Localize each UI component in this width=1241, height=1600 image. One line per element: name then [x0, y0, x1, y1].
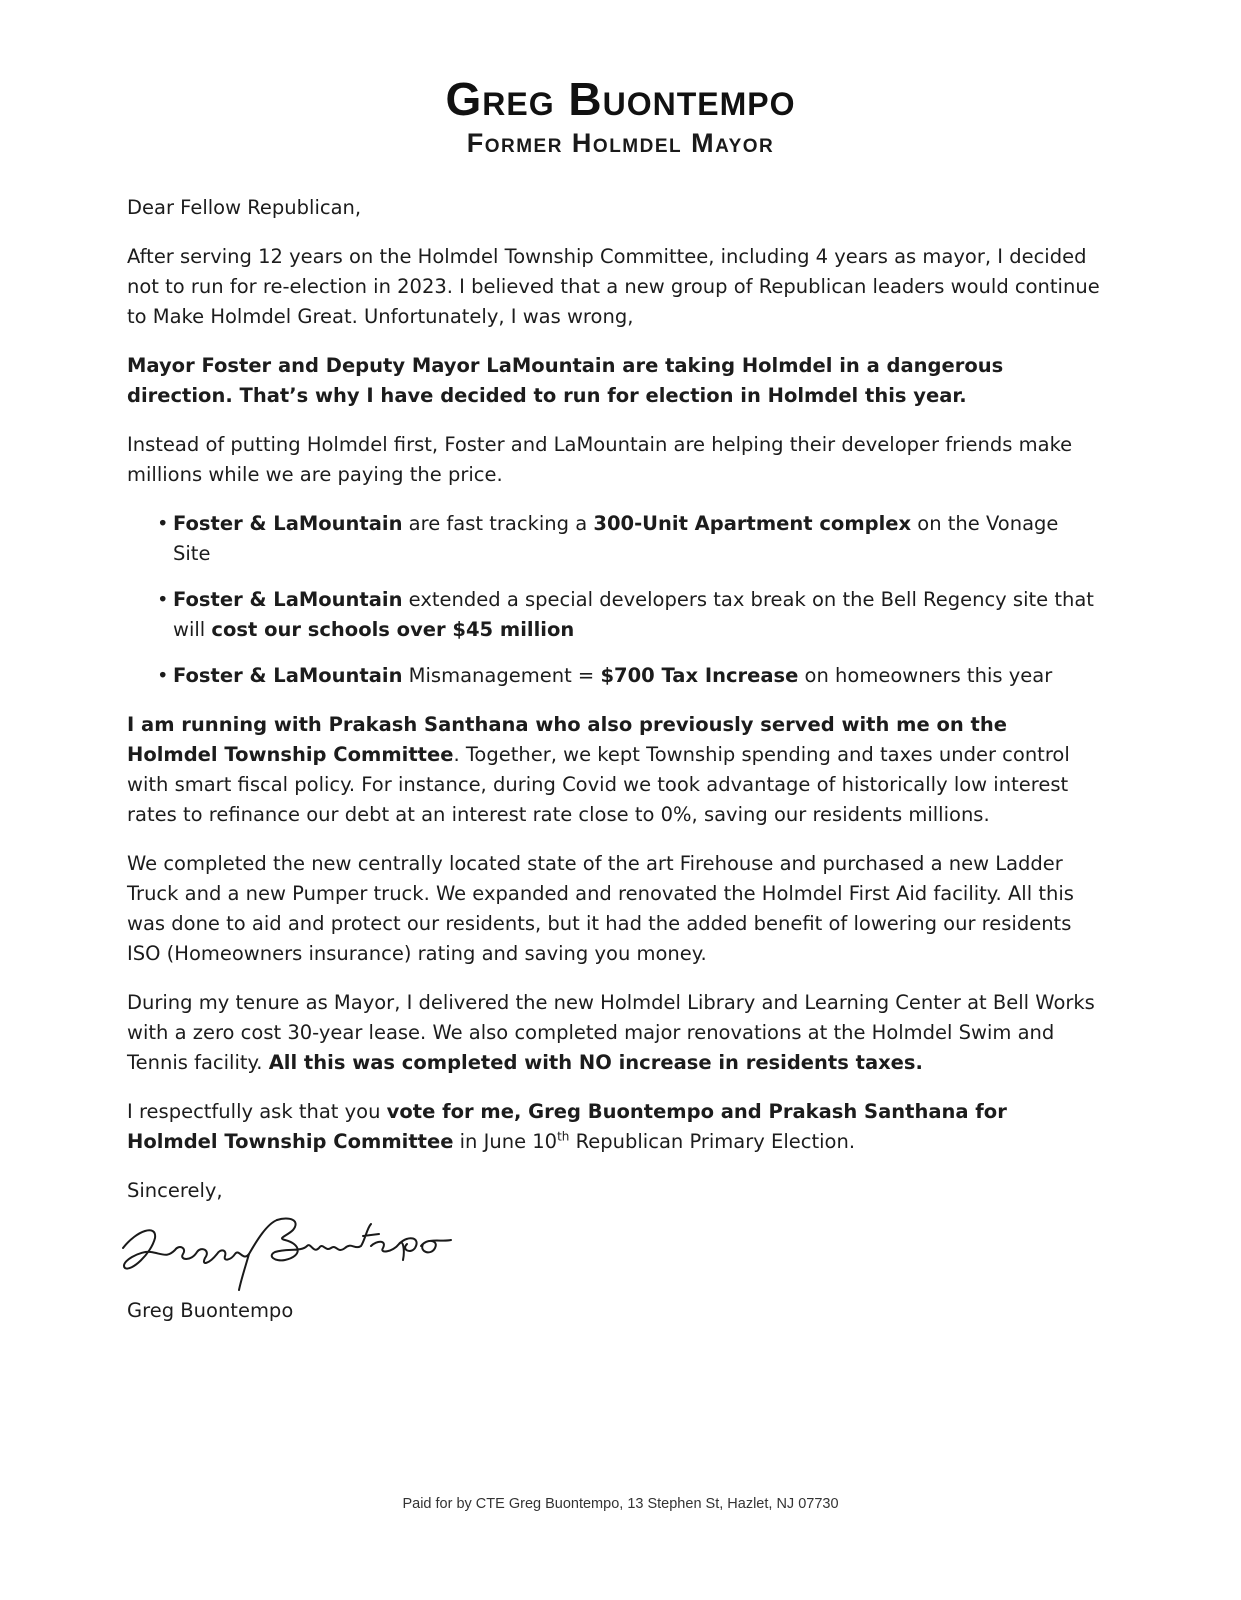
list-item: [157, 585, 1102, 645]
issues-list: [127, 509, 1102, 691]
paragraph-vote: [127, 1097, 1102, 1157]
letter-body: [127, 193, 1102, 1326]
signer-name: Greg Buontempo: [127, 1299, 294, 1322]
list-item: [157, 661, 1102, 691]
bullet-lead: Foster & LaMountain: [173, 664, 403, 687]
vote-text: in June 10: [453, 1130, 558, 1153]
bullet-emphasis: $700 Tax Increase: [600, 664, 799, 687]
paragraph-library: [127, 988, 1102, 1078]
bullet-emphasis: cost our schools over $45 million: [211, 618, 575, 641]
paragraph-developers: Instead of putting Holmdel first, Foster and LaMountain are helping their developer friends make millions while we are paying the price.: [127, 433, 1073, 486]
bullet-text: are fast tracking a: [402, 512, 594, 535]
bullet-text: extended a special developers tax break on the Bell Regency site that will: [173, 588, 1094, 641]
paragraph-direction: [127, 351, 1102, 411]
paragraph-running-mate-text: . Together, we kept Township spending and taxes under control with smart fiscal policy. For instance, during Covid we took advantage of historically low interest rates to refinance our debt at an interest rate close to 0%, saving our residents millions.: [127, 743, 1070, 826]
paragraph-running-mate: [127, 710, 1102, 830]
paragraph-direction-bold: Mayor Foster and Deputy Mayor LaMountain are taking Holmdel in a dangerous direction. That’s why I have decided to run for election in Holmdel this year.: [127, 354, 1004, 407]
paragraph-library-bold: All this was completed with NO increase in residents taxes.: [268, 1051, 923, 1074]
vote-text: I respectfully ask that you: [127, 1100, 387, 1123]
bullet-lead: Foster & LaMountain: [173, 512, 403, 535]
list-item: [157, 509, 1102, 569]
paid-for-disclaimer: Paid for by CTE Greg Buontempo, 13 Stephen St, Hazlet, NJ 07730: [402, 1496, 839, 1512]
salutation: Dear Fellow Republican,: [127, 196, 362, 219]
bullet-text: on homeowners this year: [798, 664, 1053, 687]
vote-superscript: th: [557, 1129, 570, 1144]
paragraph-library-text: During my tenure as Mayor, I delivered the new Holmdel Library and Learning Center at Bell Works with a zero cost 30-year lease. We also completed major renovations at the Holmdel Swim and Tennis facility.: [127, 991, 1095, 1074]
vote-bold: vote for me, Greg Buontempo and Prakash Santhana for Holmdel Township Committee: [127, 1100, 1007, 1153]
letterhead-subtitle: Former Holmdel Mayor: [466, 128, 775, 158]
closing: Sincerely,: [127, 1179, 223, 1202]
vote-text: Republican Primary Election.: [569, 1130, 856, 1153]
bullet-text: on the Vonage Site: [173, 512, 1059, 565]
handwritten-signature: [117, 1210, 477, 1294]
bullet-emphasis: 300-Unit Apartment complex: [593, 512, 912, 535]
bullet-text: Mismanagement =: [402, 664, 601, 687]
paragraph-firehouse: We completed the new centrally located state of the art Firehouse and purchased a new Ladder Truck and a new Pumper truck. We expanded and renovated the Holmdel First Aid facility. All this was done to aid and protect our residents, but it had the added benefit of lowering our residents ISO (Homeowners insurance) rating and saving you money.: [127, 852, 1074, 965]
paragraph-intro: After serving 12 years on the Holmdel Township Committee, including 4 years as mayor, I decided not to run for re-election in 2023. I believed that a new group of Republican leaders would continue to Make Holmdel Great. Unfortunately, I was wrong,: [127, 245, 1100, 328]
letterhead-name: Greg Buontempo: [445, 73, 796, 125]
bullet-lead: Foster & LaMountain: [173, 588, 403, 611]
paragraph-running-mate-bold: I am running with Prakash Santhana who also previously served with me on the Holmdel Township Committee: [127, 713, 1007, 766]
